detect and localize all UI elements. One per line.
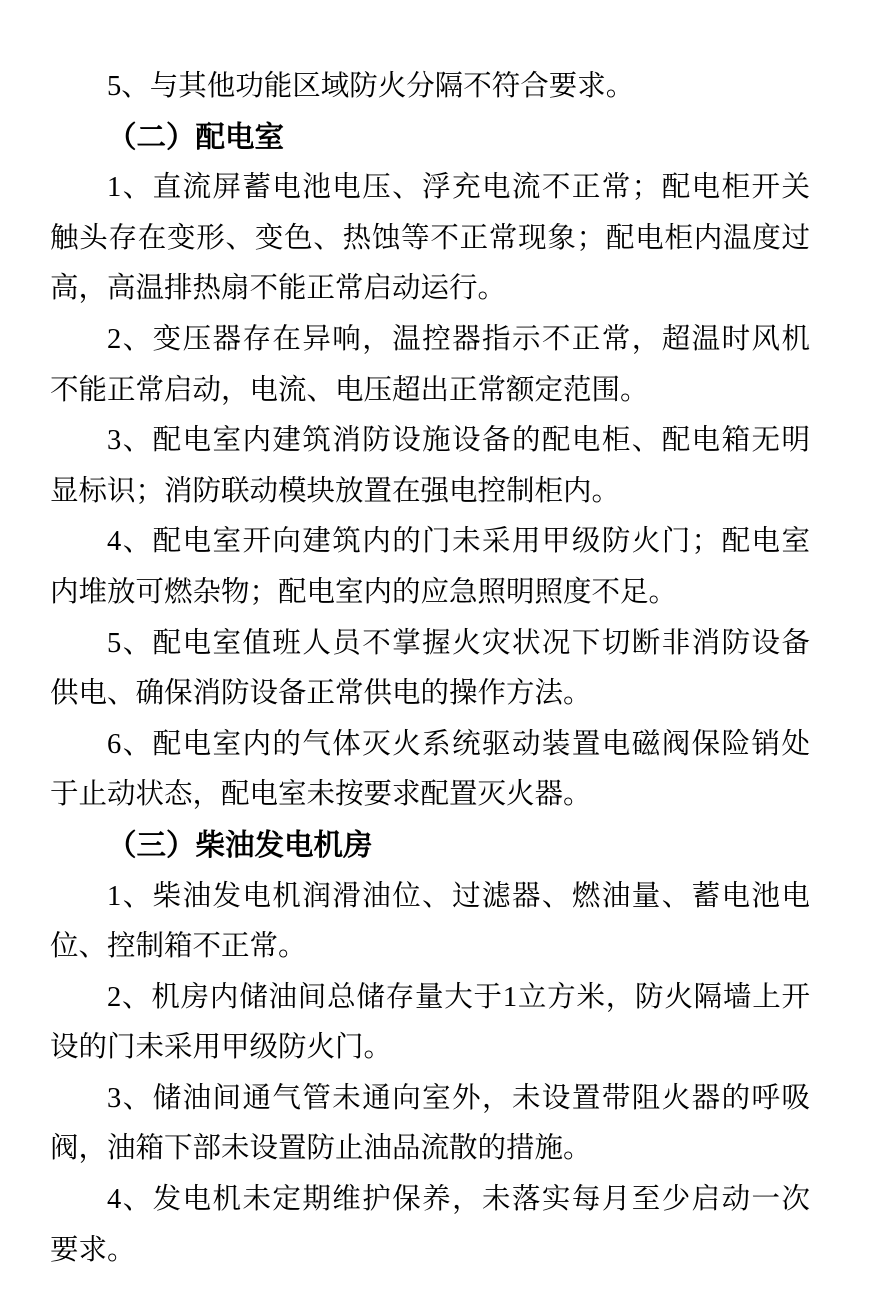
body-paragraph xyxy=(50,315,810,416)
body-paragraph xyxy=(50,62,810,113)
text-line: 6、配电室内的气体灭火系统驱动装置电磁阀保险销处 xyxy=(107,728,810,760)
text-line: 4、发电机未定期维护保养，未落实每月至少启动一次 xyxy=(107,1184,810,1216)
text-line: 不能正常启动，电流、电压超出正常额定范围。 xyxy=(50,374,649,406)
section-heading xyxy=(50,821,810,872)
body-paragraph xyxy=(50,1175,810,1276)
text-line: 1、直流屏蓄电池电压、浮充电流不正常；配电柜开关 xyxy=(107,172,810,204)
text-line: 阀，油箱下部未设置防止油品流散的措施。 xyxy=(50,1133,592,1165)
text-line: 1、柴油发电机润滑油位、过滤器、燃油量、蓄电池电 xyxy=(107,880,810,912)
text-line: 设的门未采用甲级防火门。 xyxy=(50,1032,393,1064)
body-paragraph xyxy=(50,872,810,973)
text-line: 高，高温排热扇不能正常启动运行。 xyxy=(50,273,507,305)
text-line: 要求。 xyxy=(50,1234,136,1266)
document-content xyxy=(50,62,810,1276)
text-line: 触头存在变形、变色、热蚀等不正常现象；配电柜内温度过 xyxy=(50,222,810,254)
body-paragraph xyxy=(50,619,810,720)
text-line: （二）配电室 xyxy=(107,121,285,154)
text-line: 显标识；消防联动模块放置在强电控制柜内。 xyxy=(50,475,621,507)
body-paragraph xyxy=(50,1074,810,1175)
body-paragraph xyxy=(50,973,810,1074)
body-paragraph xyxy=(50,720,810,821)
text-line: 内堆放可燃杂物；配电室内的应急照明照度不足。 xyxy=(50,576,678,608)
text-line: （三）柴油发电机房 xyxy=(107,829,373,862)
text-line: 2、机房内储油间总储存量大于1立方米，防火隔墙上开 xyxy=(107,981,810,1013)
text-line: 5、与其他功能区域防火分隔不符合要求。 xyxy=(107,71,635,102)
text-line: 5、配电室值班人员不掌握火灾状况下切断非消防设备 xyxy=(107,627,810,659)
section-heading xyxy=(50,113,810,164)
text-line: 3、配电室内建筑消防设施设备的配电柜、配电箱无明 xyxy=(107,425,810,457)
text-line: 2、变压器存在异响，温控器指示不正常，超温时风机 xyxy=(107,323,810,355)
text-line: 4、配电室开向建筑内的门未采用甲级防火门；配电室 xyxy=(107,526,810,558)
text-line: 供电、确保消防设备正常供电的操作方法。 xyxy=(50,678,592,710)
text-line: 于止动状态，配电室未按要求配置灭火器。 xyxy=(50,779,592,811)
text-line: 3、储油间通气管未通向室外，未设置带阻火器的呼吸 xyxy=(107,1082,810,1114)
body-paragraph xyxy=(50,416,810,517)
text-line: 位、控制箱不正常。 xyxy=(50,931,307,963)
body-paragraph xyxy=(50,163,810,315)
body-paragraph xyxy=(50,517,810,618)
